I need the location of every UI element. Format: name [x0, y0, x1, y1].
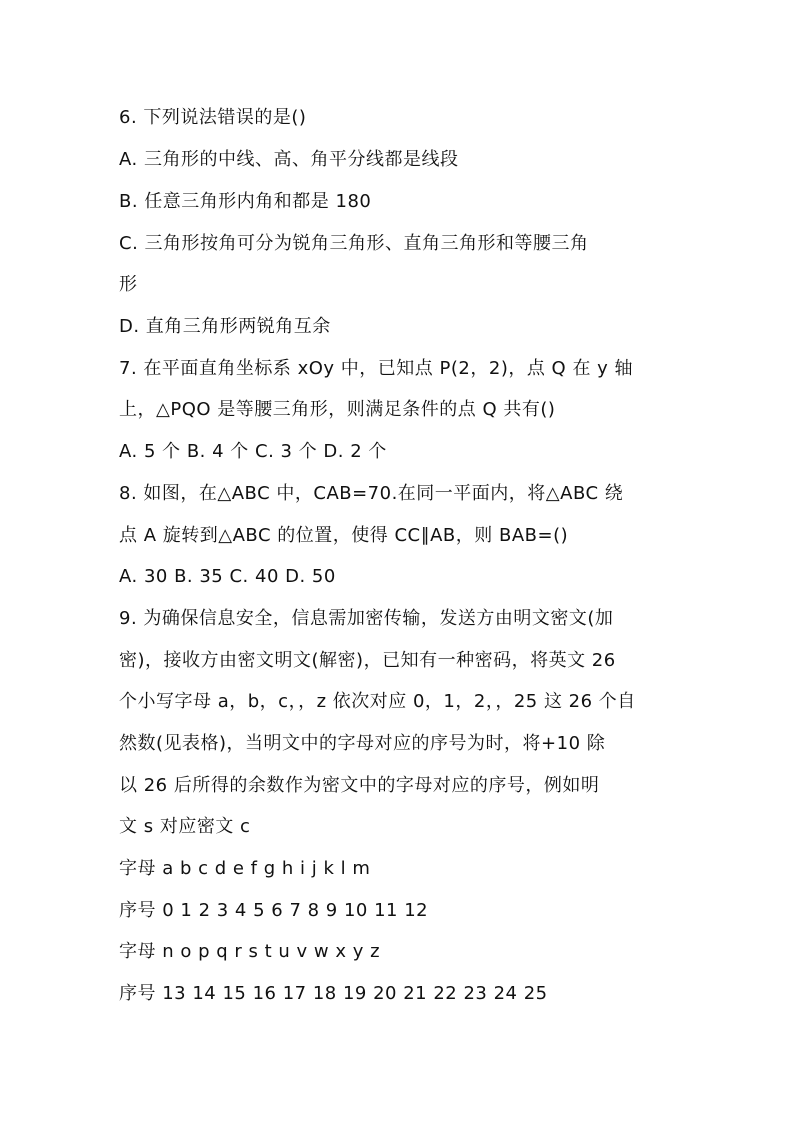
- question-9-stem-line-5: 以 26 后所得的余数作为密文中的字母对应的序号，例如明: [119, 775, 600, 796]
- question-7-stem-continued: 上，△PQO 是等腰三角形，则满足条件的点 Q 共有(): [119, 399, 556, 420]
- question-9-stem-line-2: 密)，接收方由密文明文(解密)，已知有一种密码，将英文 26: [119, 650, 616, 671]
- cipher-table-letters-row-2: 字母 n o p q r s t u v w x y z: [119, 941, 381, 962]
- question-8-options: A. 30 B. 35 C. 40 D. 50: [119, 566, 336, 587]
- question-7-stem: 7. 在平面直角坐标系 xOy 中，已知点 P(2，2)，点 Q 在 y 轴: [119, 358, 634, 379]
- question-9-stem-line-6: 文 s 对应密文 c: [119, 816, 251, 837]
- question-9-stem-line-4: 然数(见表格)，当明文中的字母对应的序号为时，将+10 除: [119, 733, 606, 754]
- question-6-option-c: C. 三角形按角可分为锐角三角形、直角三角形和等腰三角: [119, 233, 589, 254]
- cipher-table-numbers-row-1: 序号 0 1 2 3 4 5 6 7 8 9 10 11 12: [119, 900, 429, 921]
- question-6-option-a: A. 三角形的中线、高、角平分线都是线段: [119, 149, 459, 170]
- question-7-options: A. 5 个 B. 4 个 C. 3 个 D. 2 个: [119, 441, 387, 462]
- question-6-option-b: B. 任意三角形内角和都是 180: [119, 191, 372, 212]
- question-8-stem-continued: 点 A 旋转到△ABC 的位置，使得 CC∥AB，则 BAB=(): [119, 525, 569, 546]
- question-8-stem: 8. 如图，在△ABC 中，CAB=70.在同一平面内，将△ABC 绕: [119, 483, 624, 504]
- question-6-stem: 6. 下列说法错误的是(): [119, 107, 307, 128]
- question-9-stem: 9. 为确保信息安全，信息需加密传输，发送方由明文密文(加: [119, 608, 614, 629]
- question-6-option-d: D. 直角三角形两锐角互余: [119, 316, 331, 337]
- cipher-table-letters-row-1: 字母 a b c d e f g h i j k l m: [119, 858, 371, 879]
- cipher-table-numbers-row-2: 序号 13 14 15 16 17 18 19 20 21 22 23 24 25: [119, 983, 548, 1004]
- question-9-stem-line-3: 个小写字母 a，b，c，，z 依次对应 0，1，2，，25 这 26 个自: [119, 691, 636, 712]
- question-6-option-c-continued: 形: [119, 274, 138, 295]
